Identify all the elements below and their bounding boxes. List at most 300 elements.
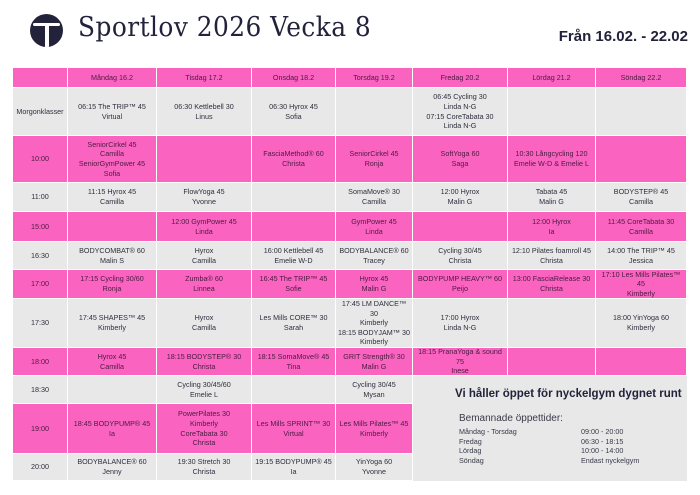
class-name: Cycling 30/45 [438, 245, 482, 255]
instructor-name: Linda [365, 226, 383, 236]
class-entry [441, 187, 480, 206]
time-slot [13, 299, 68, 348]
class-name: 18:15 SomaMove® 45 [257, 351, 330, 361]
instructor-name: Christa [192, 361, 216, 371]
class-name: 06:15 The TRIP™ 45 [78, 101, 146, 111]
class-cell [508, 136, 596, 183]
class-entry [77, 457, 146, 476]
instructor-name: Camilla [192, 323, 216, 332]
class-entry [536, 187, 568, 206]
class-cell [157, 299, 252, 348]
class-cell [68, 348, 157, 376]
class-cell [596, 183, 687, 212]
class-cell [336, 270, 413, 299]
class-entry [607, 246, 675, 265]
class-entry [418, 274, 502, 293]
logo-stem [45, 24, 49, 47]
page-title: Sportlov 2026 Vecka 8 [78, 12, 372, 43]
class-cell [336, 212, 413, 242]
day-label: Måndag 16.2 [91, 72, 133, 82]
instructor-name: Sofia [285, 111, 302, 121]
class-name: BODYBALANCE® 60 [77, 457, 147, 467]
class-cell [413, 242, 508, 270]
class-name: 17:45 SHAPES™ 45 [78, 313, 146, 323]
class-name: Tabata 45 [535, 187, 568, 197]
instructor-name: Malin G [361, 284, 387, 293]
instructor-name: Malin G [447, 197, 473, 206]
class-cell [157, 404, 252, 454]
class-entry [614, 187, 668, 206]
class-cell [252, 454, 336, 481]
class-name: 16:45 The TRIP™ 45 [259, 274, 328, 284]
class-entry [79, 246, 145, 265]
class-entry [356, 457, 392, 476]
instructor-name: Yvonne [192, 197, 216, 206]
day-header [68, 68, 157, 88]
instructor-name: Christa [192, 467, 216, 476]
time-label: 16:30 [31, 250, 49, 260]
time-label: 11:00 [31, 192, 49, 202]
class-name: 18:00 YinYoga 60 [612, 313, 670, 323]
time-label: Morgonklasser [16, 106, 64, 116]
instructor-name: Linnea [193, 284, 215, 293]
instructor-name: Sofia [103, 168, 121, 178]
class-name: BODYBALANCE® 60 [339, 245, 409, 255]
class-entry [269, 102, 318, 121]
date-range: Från 16.02. - 22.02 [558, 28, 688, 45]
hours-row [459, 446, 669, 456]
instructor-name: Camilla [100, 197, 124, 206]
class-name: 17:45 LM DANCE™ 30 [341, 299, 407, 318]
day-header [157, 68, 252, 88]
day-label: Lördag 21.2 [532, 72, 571, 82]
time-slot [13, 88, 68, 136]
instructor-name: Kimberly [360, 337, 388, 347]
class-entry [178, 409, 230, 447]
class-name: 12:00 Hyrox [440, 187, 480, 197]
instructor-name: Camilla [100, 149, 124, 159]
class-name: 06:45 Cycling 30 [433, 92, 487, 102]
class-name: SeniorGymPower 45 [78, 159, 146, 168]
instructor-name: Emelie L [190, 389, 218, 399]
class-name: Les Mills Pilates™ 45 [339, 418, 409, 428]
day-header [252, 68, 336, 88]
instructor-name: Kimberly [190, 418, 218, 428]
class-cell [596, 212, 687, 242]
class-entry [426, 92, 493, 130]
class-entry [438, 246, 482, 265]
class-cell [413, 270, 508, 299]
class-name: Zumba® 60 [185, 274, 223, 284]
class-entry [192, 246, 216, 265]
class-entry [260, 313, 328, 332]
class-entry [78, 102, 146, 121]
instructor-name: Kimberly [98, 323, 126, 332]
instructor-name: Christa [448, 255, 472, 265]
class-entry [441, 149, 480, 168]
class-name: SeniorCirkel 45 [349, 149, 399, 159]
class-name: 17:00 Hyrox [440, 313, 480, 323]
class-cell [336, 454, 413, 481]
time-slot [13, 404, 68, 454]
instructor-name: Linda N-G [443, 101, 477, 111]
class-cell [68, 270, 157, 299]
class-entry [79, 313, 145, 332]
time-label: 17:30 [31, 318, 49, 328]
class-entry [185, 274, 223, 293]
class-entry [80, 274, 144, 293]
class-cell [68, 376, 157, 404]
class-entry [255, 457, 331, 476]
class-name: 17:15 Cycling 30/60 [80, 274, 144, 284]
class-name: 18:15 BODYJAM™ 30 [338, 327, 410, 337]
class-name: Hyrox [194, 313, 214, 323]
class-name: BODYPUMP HEAVY™ 60 [417, 274, 502, 284]
class-entry [512, 246, 591, 265]
class-name: Cycling 30/45/60 [177, 379, 231, 389]
class-cell [413, 299, 508, 348]
class-entry [167, 352, 241, 371]
class-entry [178, 457, 231, 476]
class-name: 12:10 Pilates foamroll 45 [511, 245, 592, 255]
hours-row [459, 437, 669, 447]
class-name: GRIT Strength® 30 [343, 351, 405, 361]
class-entry [88, 187, 136, 206]
class-cell [68, 242, 157, 270]
instructor-name: Virtual [283, 428, 304, 438]
class-entry [257, 419, 331, 438]
class-cell [508, 183, 596, 212]
class-entry [613, 313, 669, 332]
class-name: 07:15 CoreTabata 30 [426, 111, 494, 121]
class-cell [413, 348, 508, 376]
class-entry [441, 313, 480, 332]
instructor-name: Tracey [363, 255, 385, 265]
class-cell [336, 376, 413, 404]
time-label: 10:00 [31, 154, 49, 164]
day-header [508, 68, 596, 88]
class-cell [68, 454, 157, 481]
class-name: 19:30 Stretch 30 [177, 457, 231, 467]
class-entry [174, 102, 234, 121]
class-name: Hyrox [194, 245, 214, 255]
class-name: 11:45 CoreTabata 30 [607, 216, 675, 226]
class-name: 14:00 The TRIP™ 45 [607, 245, 675, 255]
day-label: Onsdag 18.2 [272, 72, 315, 82]
instructor-name: Kimberly [627, 323, 655, 332]
day-header [596, 68, 687, 88]
class-name: 18:15 PranaYoga & sound 75 [418, 347, 502, 366]
instructor-name: Camilla [100, 361, 124, 371]
instructor-name: Virtual [101, 111, 123, 121]
class-cell [157, 270, 252, 299]
class-name: 12:00 Hyrox [532, 216, 571, 226]
instructor-name: Kimberly [360, 428, 388, 438]
instructor-name: Christa [540, 284, 563, 293]
time-label: 18:00 [31, 356, 49, 366]
table-row [13, 212, 687, 242]
class-name: BODYCOMBAT® 60 [79, 245, 145, 255]
class-cell [252, 404, 336, 454]
class-entry [415, 347, 505, 376]
class-name: Hyrox 45 [359, 274, 389, 284]
table-row [13, 183, 687, 212]
class-entry [98, 352, 127, 371]
instructor-name: Christa [282, 159, 305, 168]
class-cell [336, 299, 413, 348]
class-entry [532, 217, 571, 236]
class-entry [263, 149, 323, 168]
class-entry [340, 419, 409, 438]
hours-day: Lördag [459, 446, 482, 456]
class-name: 13:00 FasciaRelease 30 [512, 274, 591, 284]
class-cell [596, 242, 687, 270]
class-entry [608, 217, 675, 236]
class-cell [157, 88, 252, 136]
time-slot [13, 136, 68, 183]
class-cell [336, 242, 413, 270]
hours-row [459, 456, 669, 466]
class-cell [336, 404, 413, 454]
instructor-name: Christa [540, 255, 563, 265]
class-name: Les Mills SPRINT™ 30 [256, 418, 331, 428]
class-cell [252, 88, 336, 136]
class-cell [508, 348, 596, 376]
instructor-name: Ia [548, 226, 555, 236]
class-name: Les Mills CORE™ 30 [259, 313, 328, 323]
class-entry [192, 313, 216, 332]
class-cell [596, 88, 687, 136]
time-slot [13, 348, 68, 376]
day-header [413, 68, 508, 88]
instructor-name: Camilla [629, 226, 653, 236]
class-cell [252, 376, 336, 404]
class-entry [74, 419, 150, 438]
class-name: 06:30 Hyrox 45 [269, 101, 318, 111]
class-cell [508, 242, 596, 270]
class-cell [68, 136, 157, 183]
instructor-name: Malin G [361, 361, 387, 371]
class-name: 11:15 Hyrox 45 [87, 187, 137, 197]
class-name: 18:45 BODYPUMP® 45 [73, 418, 151, 428]
time-label: 20:00 [31, 462, 49, 472]
time-slot [13, 376, 68, 404]
instructor-name: Malin S [100, 255, 124, 265]
hours-day: Fredag [459, 436, 482, 446]
class-cell [508, 88, 596, 136]
class-name: SoftYoga 60 [440, 149, 480, 159]
class-cell [413, 212, 508, 242]
instructor-name: Mysan [363, 389, 385, 399]
class-name: SeniorCirkel 45 [87, 139, 137, 149]
class-entry [514, 149, 589, 168]
class-name: 18:15 BODYSTEP® 30 [166, 351, 242, 361]
class-cell [157, 136, 252, 183]
table-row [13, 348, 687, 376]
class-cell [596, 270, 687, 299]
class-cell [508, 270, 596, 299]
class-cell [413, 88, 508, 136]
instructor-name: Jessica [629, 255, 653, 265]
class-entry [264, 246, 324, 265]
instructor-name: Tina [286, 361, 301, 371]
class-cell [157, 183, 252, 212]
instructor-name: Peijo [452, 284, 468, 293]
class-name: GymPower 45 [351, 216, 397, 226]
instructor-name: Ia [290, 467, 297, 476]
class-cell [336, 348, 413, 376]
class-cell [68, 299, 157, 348]
class-entry [598, 270, 684, 299]
instructor-name: Ronja [364, 159, 384, 168]
class-entry [171, 217, 237, 236]
class-cell [596, 299, 687, 348]
class-name: SomaMove® 30 [348, 187, 400, 197]
class-cell [252, 212, 336, 242]
class-cell [157, 242, 252, 270]
class-entry [79, 140, 145, 178]
class-entry [339, 246, 408, 265]
class-entry [348, 187, 400, 206]
instructor-name: Sarah [283, 323, 304, 332]
hours-time: 06:30 - 18:15 [581, 436, 624, 446]
table-row [13, 242, 687, 270]
class-name: Hyrox 45 [97, 351, 127, 361]
hours-time: Endast nyckelgym [581, 455, 640, 465]
day-label: Söndag 22.2 [620, 72, 662, 82]
instructor-name: Linda [195, 226, 213, 236]
hours-row [459, 427, 669, 437]
class-cell [508, 212, 596, 242]
class-name: YinYoga 60 [355, 457, 393, 467]
t-logo-icon [30, 14, 63, 47]
class-name: FlowYoga 45 [183, 187, 225, 197]
instructor-name: Camilla [192, 255, 216, 265]
class-name: Cycling 30/45 [352, 379, 396, 389]
class-cell [336, 136, 413, 183]
class-name: BODYSTEP® 45 [613, 187, 669, 197]
class-entry [351, 217, 397, 236]
class-name: 17:10 Les Mills Pilates™ 45 [601, 269, 681, 289]
class-cell [68, 88, 157, 136]
class-entry [258, 352, 330, 371]
class-cell [157, 376, 252, 404]
hours-day: Måndag - Torsdag [459, 427, 517, 436]
class-entry [183, 187, 224, 206]
class-entry [343, 352, 405, 371]
day-header [336, 68, 413, 88]
instructor-name: Kimberly [360, 318, 388, 328]
class-cell [508, 299, 596, 348]
info-title: Vi håller öppet för nyckelgym dygnet runt [455, 388, 682, 400]
hours-day: Söndag [459, 455, 484, 465]
header-corner [13, 68, 68, 88]
class-cell [252, 242, 336, 270]
class-cell [596, 136, 687, 183]
class-cell [68, 212, 157, 242]
class-cell [336, 88, 413, 136]
hours-time: 09:00 - 20:00 [581, 427, 624, 436]
table-row [13, 136, 687, 183]
time-label: 17:00 [31, 279, 49, 289]
instructor-name: Emelie W-D [274, 255, 313, 265]
class-name: 10:30 Långcycling 120 [515, 149, 588, 159]
instructor-name: Emelie W-D & Emelie L [514, 159, 589, 168]
time-slot [13, 242, 68, 270]
class-cell [157, 348, 252, 376]
class-name: 19:15 BODYPUMP® 45 [255, 457, 332, 467]
instructor-name: Inese [451, 366, 469, 376]
class-cell [252, 183, 336, 212]
instructor-name: Linus [195, 111, 213, 121]
day-label: Tisdag 17.2 [185, 72, 223, 82]
class-name: 12:00 GymPower 45 [171, 216, 237, 226]
table-row [13, 299, 687, 348]
class-cell [413, 136, 508, 183]
class-name: FasciaMethod® 60 [263, 149, 324, 159]
time-slot [13, 454, 68, 481]
class-cell [252, 348, 336, 376]
opening-hours-panel [413, 376, 687, 481]
class-cell [252, 299, 336, 348]
instructor-name: Camilla [629, 197, 653, 206]
instructor-name: Camilla [362, 197, 386, 206]
class-cell [68, 183, 157, 212]
day-label: Torsdag 19.2 [353, 72, 395, 82]
class-cell [413, 183, 508, 212]
class-cell [157, 454, 252, 481]
instructor-name: Ronja [102, 284, 122, 293]
time-slot [13, 212, 68, 242]
time-label: 19:00 [31, 423, 49, 433]
instructor-name: Yvonne [362, 467, 386, 476]
class-cell [336, 183, 413, 212]
instructor-name: Linda N-G [443, 323, 477, 332]
hours-time: 10:00 - 14:00 [581, 446, 624, 456]
class-entry [360, 274, 389, 293]
day-label: Fredag 20.2 [440, 72, 480, 82]
instructor-name: Jenny [102, 467, 122, 476]
time-slot [13, 183, 68, 212]
class-entry [349, 149, 398, 168]
instructor-name: Linda N-G [443, 121, 477, 131]
class-cell [252, 136, 336, 183]
class-name: CoreTabata 30 [180, 428, 228, 438]
opening-hours-list [459, 427, 669, 465]
time-label: 18:30 [31, 384, 49, 394]
instructor-name: Malin G [539, 197, 564, 206]
class-name: 06:30 Kettlebell 30 [174, 101, 234, 111]
table-header-row [13, 68, 687, 88]
class-entry [513, 274, 591, 293]
table-row [13, 270, 687, 299]
class-entry [177, 380, 231, 399]
table-row [13, 88, 687, 136]
class-entry [352, 380, 396, 399]
instructor-name: Christa [192, 438, 216, 448]
class-cell [596, 348, 687, 376]
class-cell [252, 270, 336, 299]
class-entry [338, 299, 410, 347]
instructor-name: Sofie [285, 284, 302, 293]
class-entry [260, 274, 328, 293]
time-label: 15:00 [31, 221, 49, 231]
class-name: 16:00 Kettlebell 45 [263, 245, 324, 255]
info-subtitle: Bemannade öppettider: [459, 413, 563, 424]
class-cell [157, 212, 252, 242]
instructor-name: Ia [109, 428, 115, 438]
instructor-name: Kimberly [627, 288, 655, 298]
